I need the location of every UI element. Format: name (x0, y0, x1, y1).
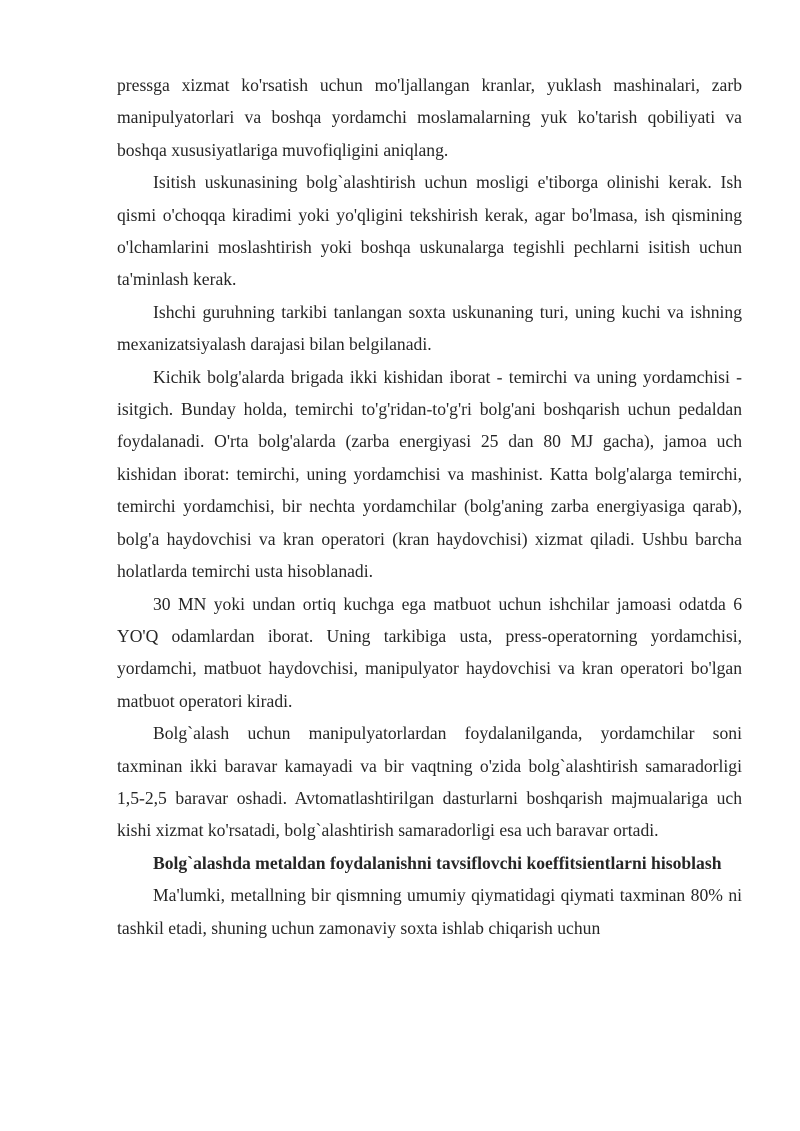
paragraph-metal-cost: Ma'lumki, metallning bir qismning umumiy qiymatidagi qiymati taxminan 80% ni tashkil etadi, shuning uchun zamonaviy soxta ishlab chiqarish uchun (117, 885, 742, 938)
section-heading: Bolg`alashda metaldan foydalanishni tavsiflovchi koeffitsientlarni hisoblash (153, 852, 722, 873)
paragraph-press-team: 30 MN yoki undan ortiq kuchga ega matbuot uchun ishchilar jamoasi odatda 6 YO'Q odamlardan iborat. Uning tarkibiga usta, press-operatorning yordamchisi, yordamchi, matbuot haydovchisi, manipulyator haydovchisi va kran operatori bo'lgan matbuot operatori kiradi. (117, 593, 742, 711)
paragraph-continuation: pressga xizmat ko'rsatish uchun mo'ljallangan kranlar, yuklash mashinalari, zarb manipulyatorlari va boshqa yordamchi moslamalarning yuk ko'tarish qobiliyati va boshqa xususiyatlariga muvofiqligini aniqlang. (117, 75, 742, 160)
paragraph-hammer-brigade: Kichik bolg'alarda brigada ikki kishidan iborat - temirchi va uning yordamchisi - isitgich. Bunday holda, temirchi to'g'ridan-to'g'ri bolg'ani boshqarish uchun pedaldan foydalanadi. O'rta bolg'alarda (zarba energiyasi 25 dan 80 MJ gacha), jamoa uch kishidan iborat: temirchi, uning yordamchisi va mashinist. Katta bolg'alarga temirchi, temirchi yordamchisi, bir nechta yordamchilar (bolg'aning zarba energiyasiga qarab), bolg'a haydovchisi va kran operatori (kran haydovchisi) xizmat qiladi. Ushbu barcha holatlarda temirchi usta hisoblanadi. (117, 366, 742, 582)
paragraph-work-group: Ishchi guruhning tarkibi tanlangan soxta uskunaning turi, uning kuchi va ishning mexanizatsiyalash darajasi bilan belgilanadi. (117, 301, 742, 355)
document-body (117, 69, 742, 944)
paragraph-heating-equipment: Isitish uskunasining bolg`alashtirish uchun mosligi e'tiborga olinishi kerak. Ish qismi o'choqqa kiradimi yoki yo'qligini tekshirish kerak, agar bo'lmasa, ish qismining o'lchamlarini moslashtirish yoki boshqa uskunalarga tegishli pechlarni isitish uchun ta'minlash kerak. (117, 172, 742, 290)
paragraph-manipulators: Bolg`alash uchun manipulyatorlardan foydalanilganda, yordamchilar soni taxminan ikki baravar kamayadi va bir vaqtning o'zida bolg`alashtirish samaradorligi 1,5-2,5 baravar oshadi. Avtomatlashtirilgan dasturlarni boshqarish majmualariga uch kishi xizmat ko'rsatadi, bolg`alashtirish samaradorligi esa uch baravar ortadi. (117, 723, 742, 841)
